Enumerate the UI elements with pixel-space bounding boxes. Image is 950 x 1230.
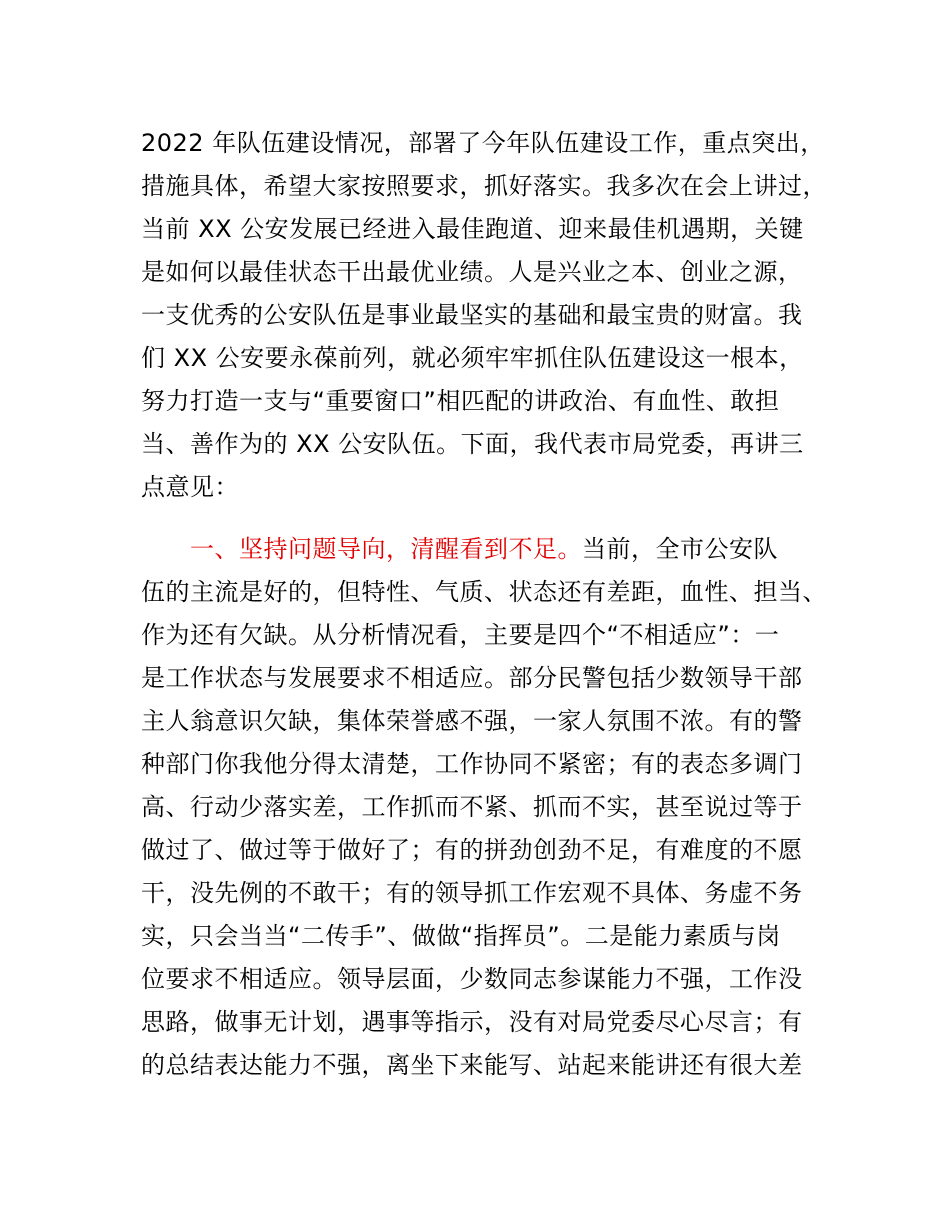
- paragraph-line: 思路，做事无计划，遇事等指示，没有对局党委尽心尽言；有: [141, 1008, 803, 1036]
- paragraph-line: 作为还有欠缺。从分析情况看，主要是四个“不相适应”：一: [141, 621, 780, 649]
- paragraph-line: 伍的主流是好的，但特性、气质、状态还有差距，血性、担当、: [141, 578, 827, 606]
- paragraph-line: 是工作状态与发展要求不相适应。部分民警包括少数领导干部: [141, 664, 803, 692]
- paragraph-line: 一支优秀的公安队伍是事业最坚实的基础和最宝贵的财富。我: [141, 301, 803, 329]
- paragraph-line: 位要求不相适应。领导层面，少数同志参谋能力不强，工作没: [141, 965, 803, 993]
- paragraph-line: 们 XX 公安要永葆前列，就必须牢牢抓住队伍建设这一根本，: [141, 344, 804, 372]
- paragraph-line: 措施具体，希望大家按照要求，抓好落实。我多次在会上讲过，: [141, 172, 827, 200]
- paragraph-line: 干，没先例的不敢干；有的领导抓工作宏观不具体、务虚不务: [141, 879, 803, 907]
- section-heading-rest: 当前，全市公安队: [582, 535, 778, 563]
- paragraph-line: 高、行动少落实差，工作抓而不紧、抓而不实，甚至说过等于: [141, 793, 803, 821]
- paragraph-line: 2022 年队伍建设情况，部署了今年队伍建设工作，重点突出，: [141, 129, 825, 157]
- paragraph-line: 当前 XX 公安发展已经进入最佳跑道、迎来最佳机遇期，关键: [141, 215, 804, 243]
- paragraph-line: 点意见：: [141, 473, 239, 501]
- section-heading: 一、坚持问题导向，清醒看到不足。: [190, 535, 582, 563]
- paragraph-line: 主人翁意识欠缺，集体荣誉感不强，一家人氛围不浓。有的警: [141, 707, 803, 735]
- section-heading-line: [190, 531, 778, 567]
- paragraph-line: 种部门你我他分得太清楚，工作协同不紧密；有的表态多调门: [141, 750, 803, 778]
- paragraph-line: 努力打造一支与“重要窗口”相匹配的讲政治、有血性、敢担: [141, 387, 780, 415]
- paragraph-line: 当、善作为的 XX 公安队伍。下面，我代表市局党委，再讲三: [141, 430, 804, 458]
- paragraph-line: 是如何以最佳状态干出最优业绩。人是兴业之本、创业之源，: [141, 258, 803, 286]
- paragraph-line: 实，只会当当“二传手”、做做“指挥员”。二是能力素质与岗: [141, 922, 781, 950]
- paragraph-line: 做过了、做过等于做好了；有的拼劲创劲不足，有难度的不愿: [141, 836, 803, 864]
- paragraph-line: 的总结表达能力不强，离坐下来能写、站起来能讲还有很大差: [141, 1051, 803, 1079]
